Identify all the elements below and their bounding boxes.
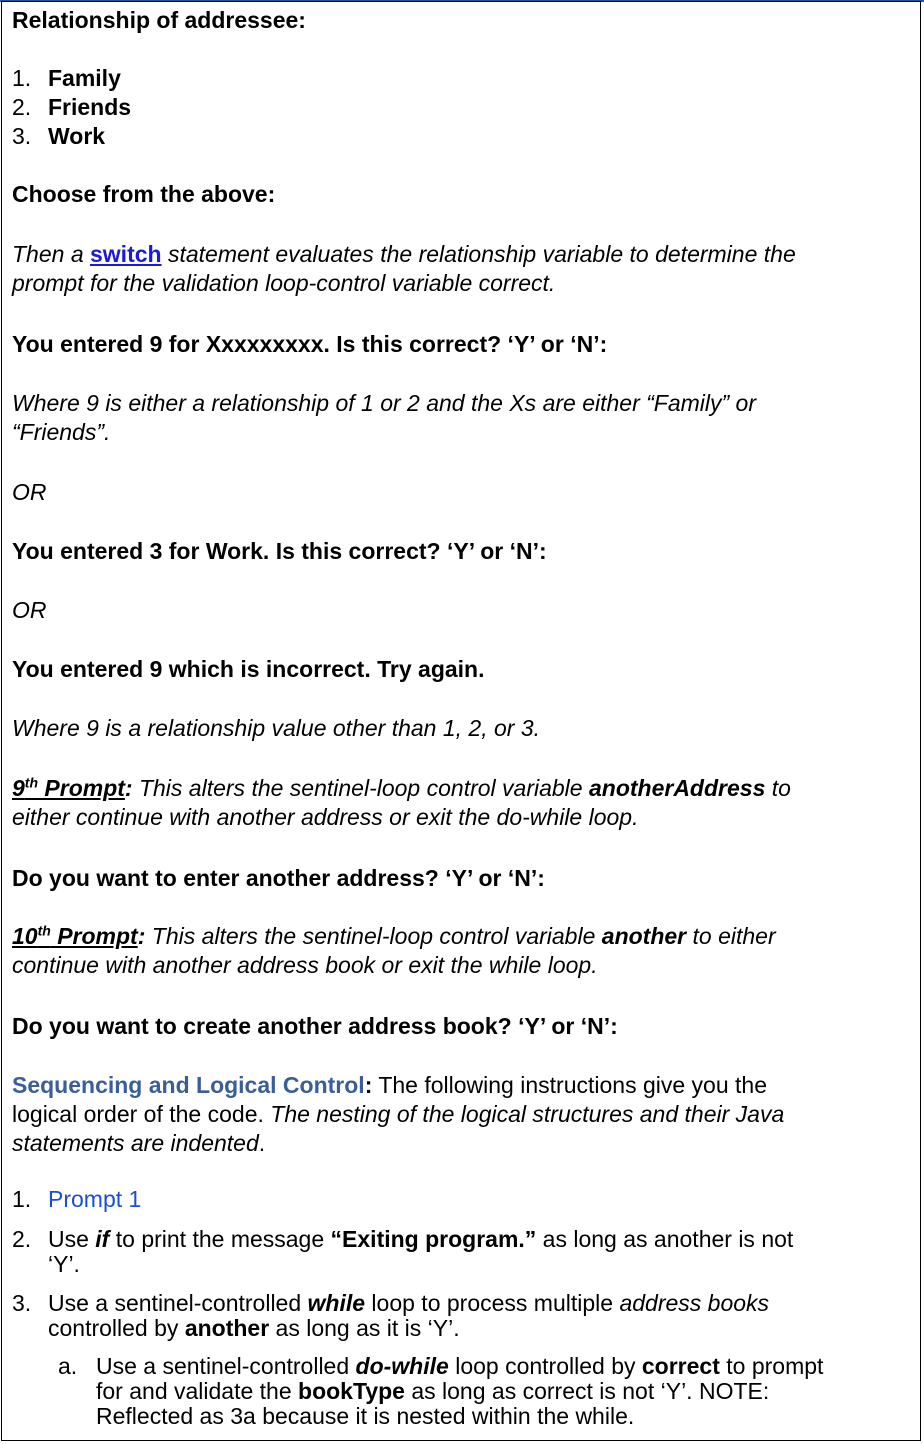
sequencing-heading: Sequencing and Logical Control: [12, 1072, 365, 1098]
option-family: Family: [48, 65, 121, 91]
where-relationship-line2: “Friends”.: [12, 419, 111, 445]
step3a-line1: Use a sentinel-controlled do-while loop controlled by correct to prompt: [96, 1353, 824, 1379]
relationship-heading: Relationship of addressee:: [12, 7, 306, 33]
prompt9-line1: 9th Prompt: This alters the sentinel-loop control variable anotherAddress to: [12, 774, 791, 801]
step3a-line3: Reflected as 3a because it is nested within the while.: [96, 1403, 635, 1429]
option-work: Work: [48, 123, 106, 149]
prompt9-label: 9th Prompt: [12, 774, 125, 801]
where-other: Where 9 is a relationship value other than 1, 2, or 3.: [12, 715, 541, 741]
switch-pre: Then a: [12, 241, 90, 267]
substep-number: a.: [58, 1353, 78, 1379]
step2-line1: Use if to print the message “Exiting program.” as long as another is not: [48, 1226, 794, 1252]
another-address-question: Do you want to enter another address? ‘Y’ or ‘N’:: [12, 865, 545, 891]
prompt1-link[interactable]: Prompt 1: [48, 1186, 142, 1212]
or-separator: OR: [12, 597, 47, 623]
switch-link[interactable]: switch: [90, 241, 162, 267]
step-number: 1.: [12, 1186, 32, 1212]
prompt10-label: 10th Prompt: [12, 922, 138, 949]
prompt10-line1: 10th Prompt: This alters the sentinel-loop control variable another to either: [12, 922, 776, 949]
switch-paragraph-line2: prompt for the validation loop-control variable correct.: [12, 270, 556, 296]
step3-line1: Use a sentinel-controlled while loop to process multiple address books: [48, 1290, 770, 1316]
sequencing-line3: statements are indented.: [12, 1130, 266, 1156]
switch-post: statement evaluates the relationship variable to determine the: [161, 241, 796, 267]
prompt10-variable: another: [601, 923, 687, 949]
entered-incorrect-prompt: You entered 9 which is incorrect. Try again.: [12, 656, 485, 682]
option-number: 3.: [12, 123, 32, 149]
choose-prompt: Choose from the above:: [12, 181, 276, 207]
entered-work-prompt: You entered 3 for Work. Is this correct? ‘Y’ or ‘N’:: [12, 538, 547, 564]
step3-line2: controlled by another as long as it is ‘Y’.: [48, 1315, 460, 1341]
option-friends: Friends: [48, 94, 132, 120]
entered-correct-prompt: You entered 9 for Xxxxxxxxx. Is this correct? ‘Y’ or ‘N’:: [12, 331, 608, 357]
step2-line2: ‘Y’.: [48, 1251, 80, 1277]
prompt9-line2: either continue with another address or exit the do-while loop.: [12, 804, 639, 830]
step3a-line2: for and validate the bookType as long as correct is not ‘Y’. NOTE:: [96, 1378, 770, 1404]
sequencing-line2: logical order of the code. The nesting of the logical structures and their Java: [12, 1101, 785, 1127]
another-book-question: Do you want to create another address book? ‘Y’ or ‘N’:: [12, 1013, 618, 1039]
sequencing-line1: Sequencing and Logical Control: The following instructions give you the: [12, 1072, 767, 1098]
where-relationship-line1: Where 9 is either a relationship of 1 or 2 and the Xs are either “Family” or: [12, 390, 757, 416]
step-number: 2.: [12, 1226, 32, 1252]
switch-paragraph-line1: [12, 240, 796, 269]
option-number: 1.: [12, 65, 32, 91]
prompt10-line2: continue with another address book or exit the while loop.: [12, 952, 598, 978]
option-number: 2.: [12, 94, 32, 120]
prompt9-variable: anotherAddress: [588, 775, 766, 801]
or-separator: OR: [12, 479, 47, 505]
step-number: 3.: [12, 1290, 32, 1316]
